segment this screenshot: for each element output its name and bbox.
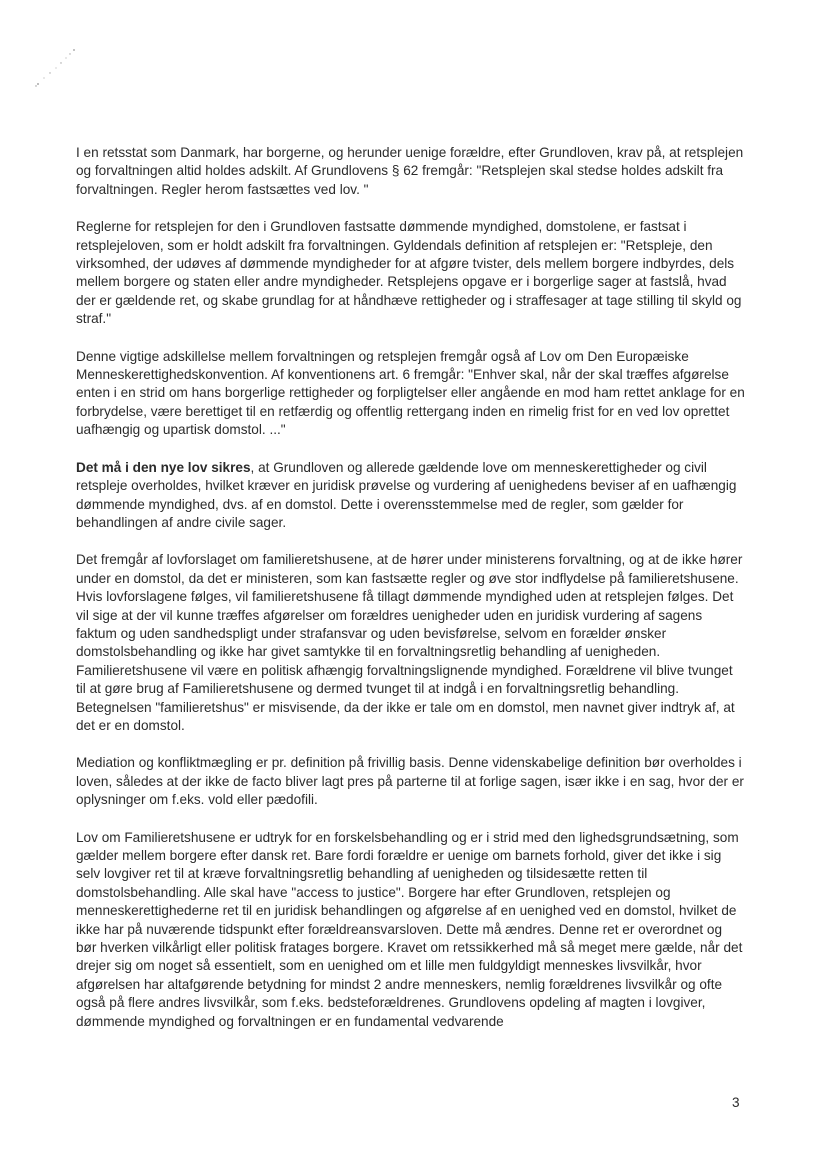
paragraph-5-text: Det fremgår af lovforslaget om familieretshusene, at de hører under ministerens forvaltning, og at de ikke hører under en domstol, da det er ministeren, som kan fastsætte regler og øve stor indflydelse på familieretshusene. Hvis lovforslagene følges, vil familieretshusene få tillagt dømmende myndighed uden at retsplejen følges. Det vil sige at der vil kunne træffes afgørelser om forældres uenigheder uden en juridisk vurdering af sagens faktum og uden sandhedspligt under strafansvar og uden bevisførelse, selvom en forælder ønsker domstolsbehandling og ikke har givet samtykke til en forvaltningsretlig behandling af uenigheden. Familieretshusene vil være en politisk afhængig forvaltningslignende myndighed. Forældrene vil blive tvunget til at gøre brug af Familieretshusene og dermed tvunget til at indgå i en forvaltningsretlig behandling. Betegnelsen "familieretshus" er misvisende, da der ikke er tale om en domstol, men navnet giver indtryk af, at det er en domstol.	[76, 552, 743, 733]
paragraph-7	[76, 829, 746, 1031]
paragraph-3	[76, 348, 746, 440]
paragraph-3-text: Denne vigtige adskillelse mellem forvaltningen og retsplejen fremgår også af Lov om Den Europæiske Menneskerettighedskonvention. Af konventionens art. 6 fremgår: "Enhver skal, når der skal træffes afgørelse enten i en strid om hans borgerlige rettigheder og forpligtelser eller angående en mod ham rettet anklage for en forbrydelse, være berettiget til en retfærdig og offentlig rettergang inden en rimelig frist for en ved lov oprettet uafhængig og upartisk domstol. ..."	[76, 348, 745, 438]
paragraph-5	[76, 551, 746, 735]
paragraph-2	[76, 218, 746, 328]
paragraph-6-text: Mediation og konfliktmægling er pr. definition på frivillig basis. Denne videnskabelige definition bør overholdes i loven, således at der ikke de facto bliver lagt pres på parterne til at forlige sagen, især ikke i en sag, hvor der er oplysninger om f.eks. vold eller pædofili.	[76, 755, 744, 808]
page-number: 3	[732, 1095, 740, 1110]
document-body	[76, 144, 746, 1050]
paragraph-1	[76, 144, 746, 199]
paragraph-4	[76, 459, 746, 533]
scan-artifact-icon	[30, 44, 86, 94]
paragraph-1-text: I en retsstat som Danmark, har borgerne, og herunder uenige forældre, efter Grundloven, krav på, at retsplejen og forvaltningen altid holdes adskilt. Af Grundlovens § 62 fremgår: "Retsplejen skal stedse holdes adskilt fra forvaltningen. Regler herom fastsættes ved lov. "	[76, 145, 744, 197]
paragraph-2-text: Reglerne for retsplejen for den i Grundloven fastsatte dømmende myndighed, domstolene, er fastsat i retsplejeloven, som er holdt adskilt fra forvaltningen. Gyldendals definition af retsplejen er: "Retspleje, den virksomhed, der udøves af dømmende myndigheder for at afgøre tvister, dels mellem borgere indbyrdes, dels mellem borgere og staten eller andre myndigheder. Retsplejens opgave er i borgerlige sager at fastslå, hvad der er gældende ret, og skabe grundlag for at håndhæve rettigheder og i straffesager at tage stilling til skyld og straf."	[76, 219, 742, 327]
paragraph-7-text: Lov om Familieretshusene er udtryk for en forskelsbehandling og er i strid med den lighedsgrundsætning, som gælder mellem borgere efter dansk ret. Bare fordi forældre er uenige om barnets forhold, giver det ikke i sig selv lovgiver ret til at kræve forvaltningsretlig behandling af uenigheden og tilsidesætte retten til domstolsbehandling. Alle skal have "access to justice". Borgere har efter Grundloven, retsplejen og menneskerettighederne ret til en juridisk behandlingen og afgørelse af en uenighed ved en domstol, hvilket de ikke har på nuværende tidspunkt efter forældreansvarsloven. Dette må ændres. Denne ret er overordnet og bør hverken vilkårligt eller politisk fratages borgere. Kravet om retssikkerhed må så meget mere gælde, når det drejer sig om noget så essentielt, som en uenighed om et lille men fuldgyldigt menneskes livsvilkår, hvor afgørelsen har altafgørende betydning for mindst 2 andre menneskers, nemlig forældrenes livsvilkår og ofte også på flere andres livsvilkår, som f.eks. bedsteforældrenes. Grundlovens opdeling af magten i lovgiver, dømmende myndighed og forvaltningen er en fundamental vedvarende	[76, 829, 743, 1029]
paragraph-6	[76, 754, 746, 809]
paragraph-4-text: , at Grundloven og allerede gældende love om menneskerettigheder og civil retspleje overholdes, hvilket kræver en juridisk prøvelse og vurdering af uenighedens beviser af en uafhængig dømmende myndighed, dvs. af en domstol. Dette i overensstemmelse med de regler, som gælder for behandlingen af andre civile sager.	[76, 459, 737, 530]
paragraph-4-bold-lead: Det må i den nye lov sikres	[76, 459, 251, 475]
